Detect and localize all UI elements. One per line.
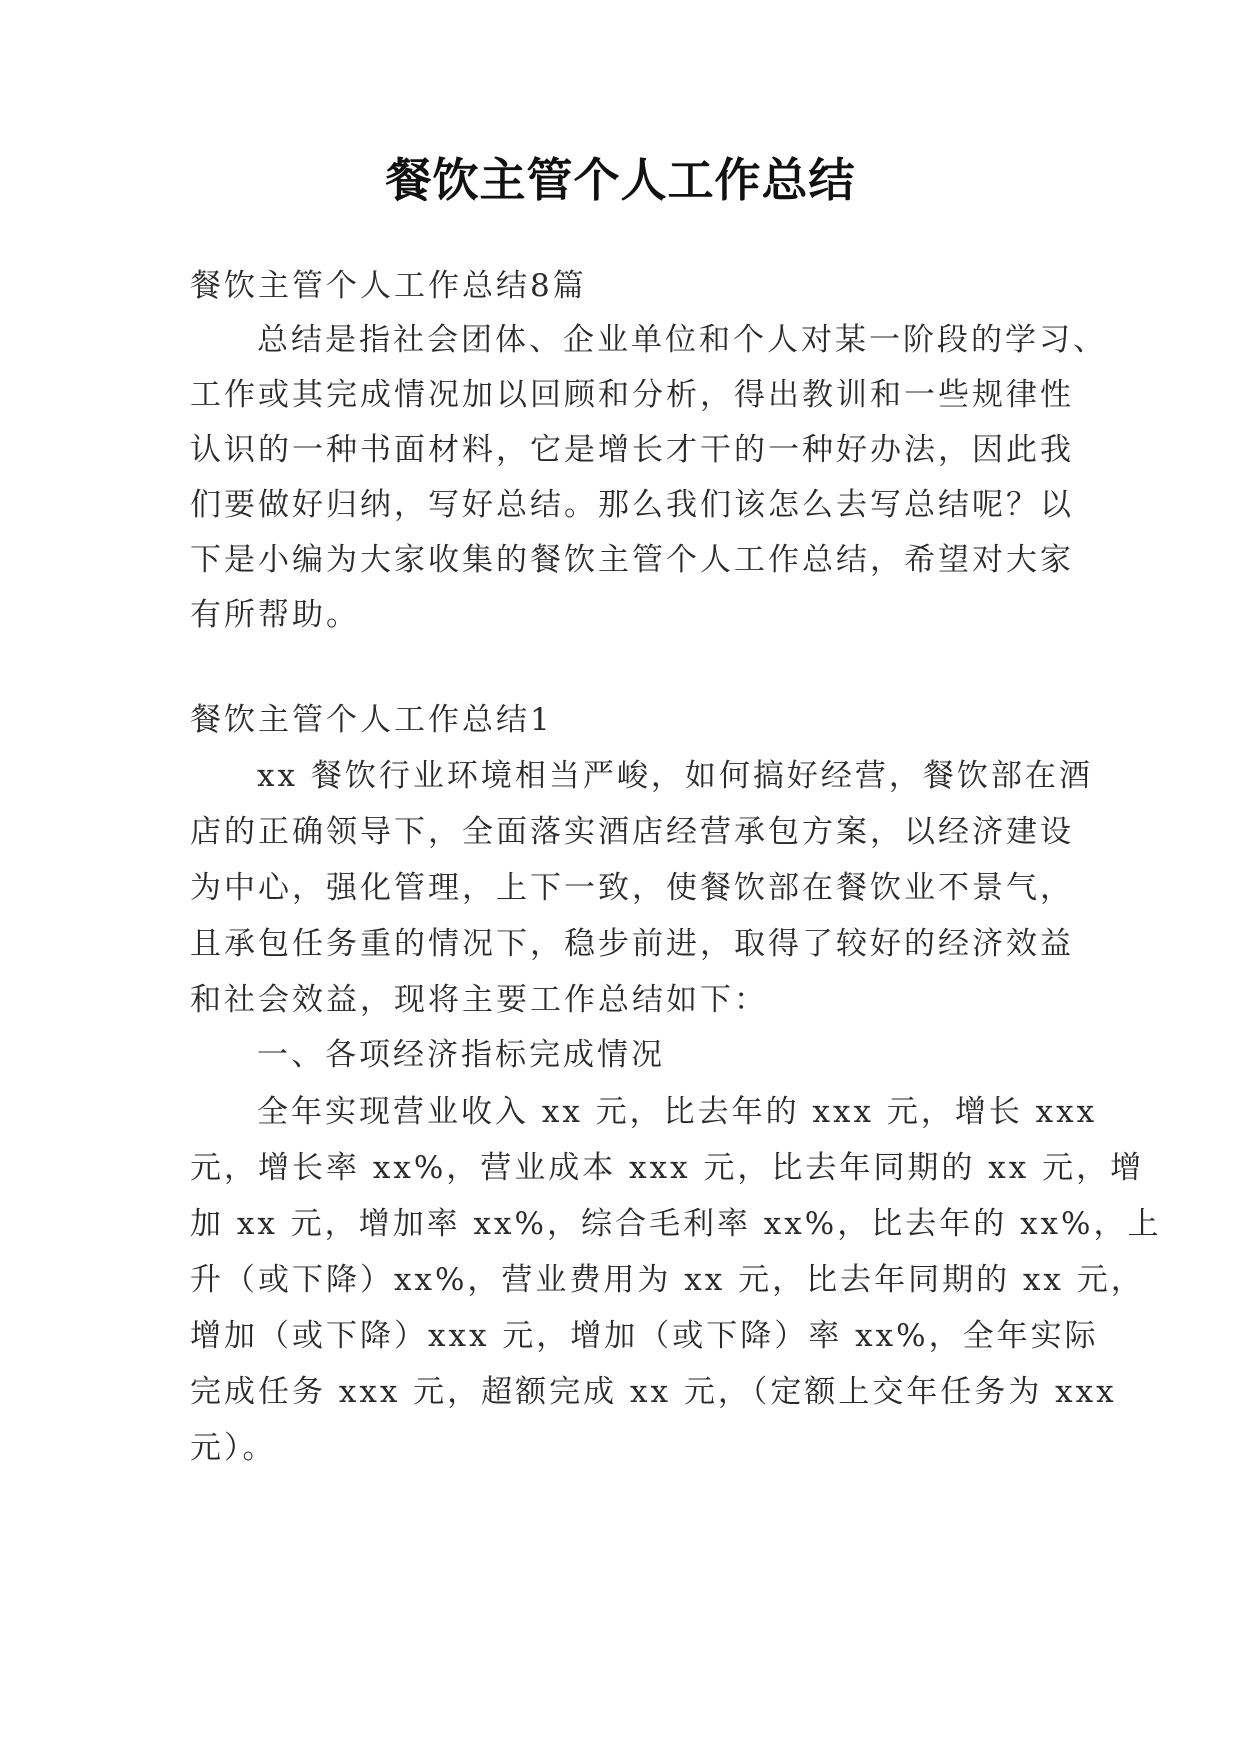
section-line: 为中心，强化管理，上下一致，使餐饮部在餐饮业不景气，: [190, 870, 1074, 906]
section-line: 且承包任务重的情况下，稳步前进，取得了较好的经济效益: [190, 926, 1074, 962]
section-line: 升（或下降）xx%，营业费用为 xx 元，比去年同期的 xx 元，: [190, 1262, 1145, 1298]
intro-line: 工作或其完成情况加以回顾和分析，得出教训和一些规律性: [190, 377, 1074, 413]
intro-line: 有所帮助。: [190, 597, 360, 633]
intro-line: 们要做好归纳，写好总结。那么我们该怎么去写总结呢？以: [190, 487, 1074, 523]
section-line: xx 餐饮行业环境相当严峻，如何搞好经营，餐饮部在酒: [257, 758, 1093, 794]
section-line: 增加（或下降）xxx 元，增加（或下降）率 xx%，全年实际: [190, 1318, 1099, 1354]
section-line: 和社会效益，现将主要工作总结如下：: [190, 982, 768, 1018]
document-subtitle: 餐饮主管个人工作总结8篇: [190, 268, 587, 304]
intro-line: 总结是指社会团体、企业单位和个人对某一阶段的学习、: [257, 322, 1107, 358]
section-line: 全年实现营业收入 xx 元，比去年的 xxx 元，增长 xxx: [257, 1094, 1098, 1130]
intro-line: 下是小编为大家收集的餐饮主管个人工作总结，希望对大家: [190, 542, 1074, 578]
section-line: 加 xx 元，增加率 xx%，综合毛利率 xx%，比去年的 xx%，上: [190, 1206, 1162, 1242]
section-heading: 餐饮主管个人工作总结1: [190, 702, 553, 738]
document-title: 餐饮主管个人工作总结: [385, 153, 856, 207]
section-line: 元，增长率 xx%，营业成本 xxx 元，比去年同期的 xx 元，增: [190, 1150, 1145, 1186]
section-line: 元）。: [190, 1430, 277, 1466]
section-line: 完成任务 xxx 元，超额完成 xx 元，（定额上交年任务为 xxx: [190, 1374, 1117, 1410]
intro-line: 认识的一种书面材料，它是增长才干的一种好办法，因此我: [190, 432, 1074, 468]
section-line: 店的正确领导下，全面落实酒店经营承包方案，以经济建设: [190, 814, 1074, 850]
subheading: 一、各项经济指标完成情况: [257, 1037, 665, 1073]
